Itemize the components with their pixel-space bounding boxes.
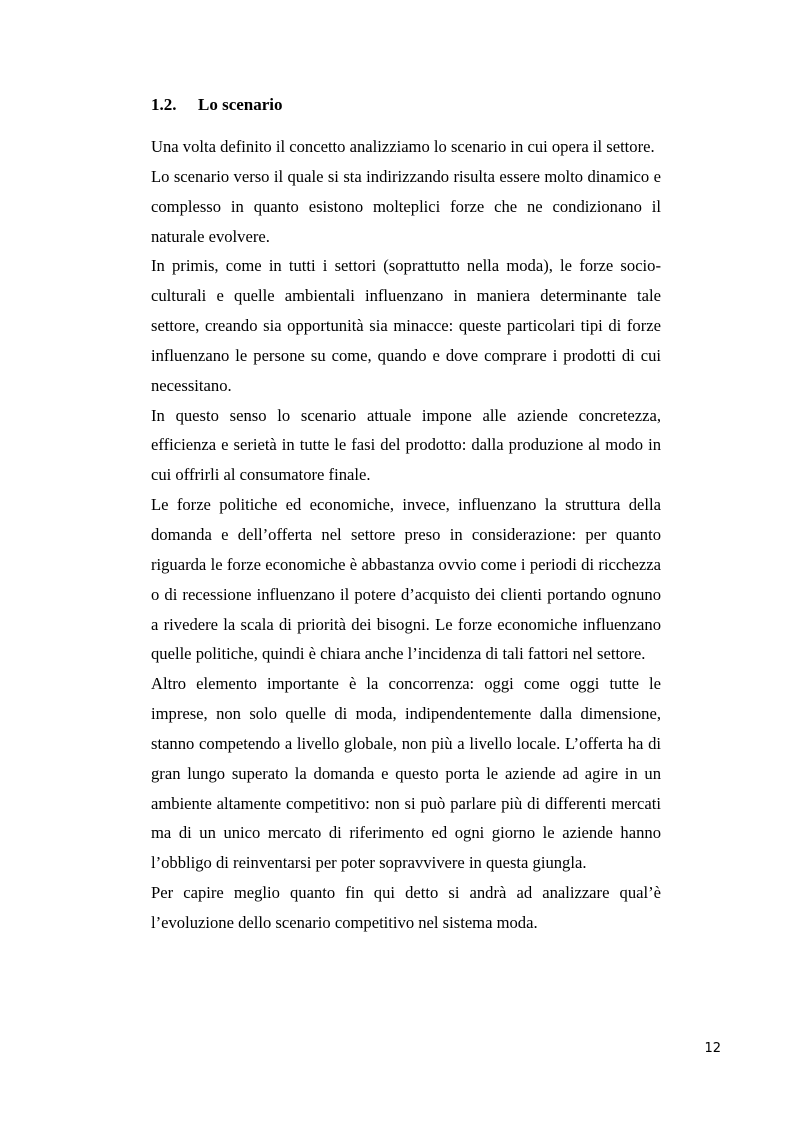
paragraph: In primis, come in tutti i settori (soprattutto nella moda), le forze socio-culturali e quelle ambientali influenzano in maniera determinante tale settore, creando sia opportunità sia minacce: queste particolari tipi di forze influenzano le persone su come, quando e dove comprare i prodotti di cui necessitano.: [151, 256, 661, 395]
paragraph: Le forze politiche ed economiche, invece, influenzano la struttura della domanda e dell’offerta nel settore preso in considerazione: per quanto riguarda le forze economiche è abbastanza ovvio come i periodi di ricchezza o di recessione influenzano il potere d’acquisto dei clienti portando ognuno a rivedere la scala di priorità dei bisogni. Le forze economiche influenzano quelle politiche, quindi è chiara anche l’incidenza di tali fattori nel settore.: [151, 495, 661, 664]
paragraph: Lo scenario verso il quale si sta indirizzando risulta essere molto dinamico e complesso in quanto esistono molteplici forze che ne condizionano il naturale evolvere.: [151, 166, 661, 246]
body-text: [151, 132, 661, 938]
paragraph: Per capire meglio quanto fin qui detto si andrà ad analizzare qual’è l’evoluzione dello scenario competitivo nel sistema moda.: [151, 883, 661, 932]
page-number: 12: [704, 1041, 721, 1056]
section-heading: [151, 94, 283, 116]
section-title: Lo scenario: [198, 95, 283, 114]
paragraph: In questo senso lo scenario attuale impone alle aziende concretezza, efficienza e serietà in tutte le fasi del prodotto: dalla produzione al modo in cui offrirli al consumatore finale.: [151, 405, 661, 485]
paragraph: Altro elemento importante è la concorrenza: oggi come oggi tutte le imprese, non solo quelle di moda, indipendentemente dalla dimensione, stanno competendo a livello globale, non più a livello locale. L’offerta ha di gran lungo superato la domanda e questo porta le aziende ad agire in un ambiente altamente competitivo: non si può parlare più di differenti mercati ma di un unico mercato di riferimento ed ogni giorno le aziende hanno l’obbligo di reinventarsi per poter sopravvivere in questa giungla.: [151, 674, 661, 873]
paragraph: Una volta definito il concetto analizziamo lo scenario in cui opera il settore.: [151, 137, 655, 156]
section-number: 1.2.: [151, 95, 177, 114]
